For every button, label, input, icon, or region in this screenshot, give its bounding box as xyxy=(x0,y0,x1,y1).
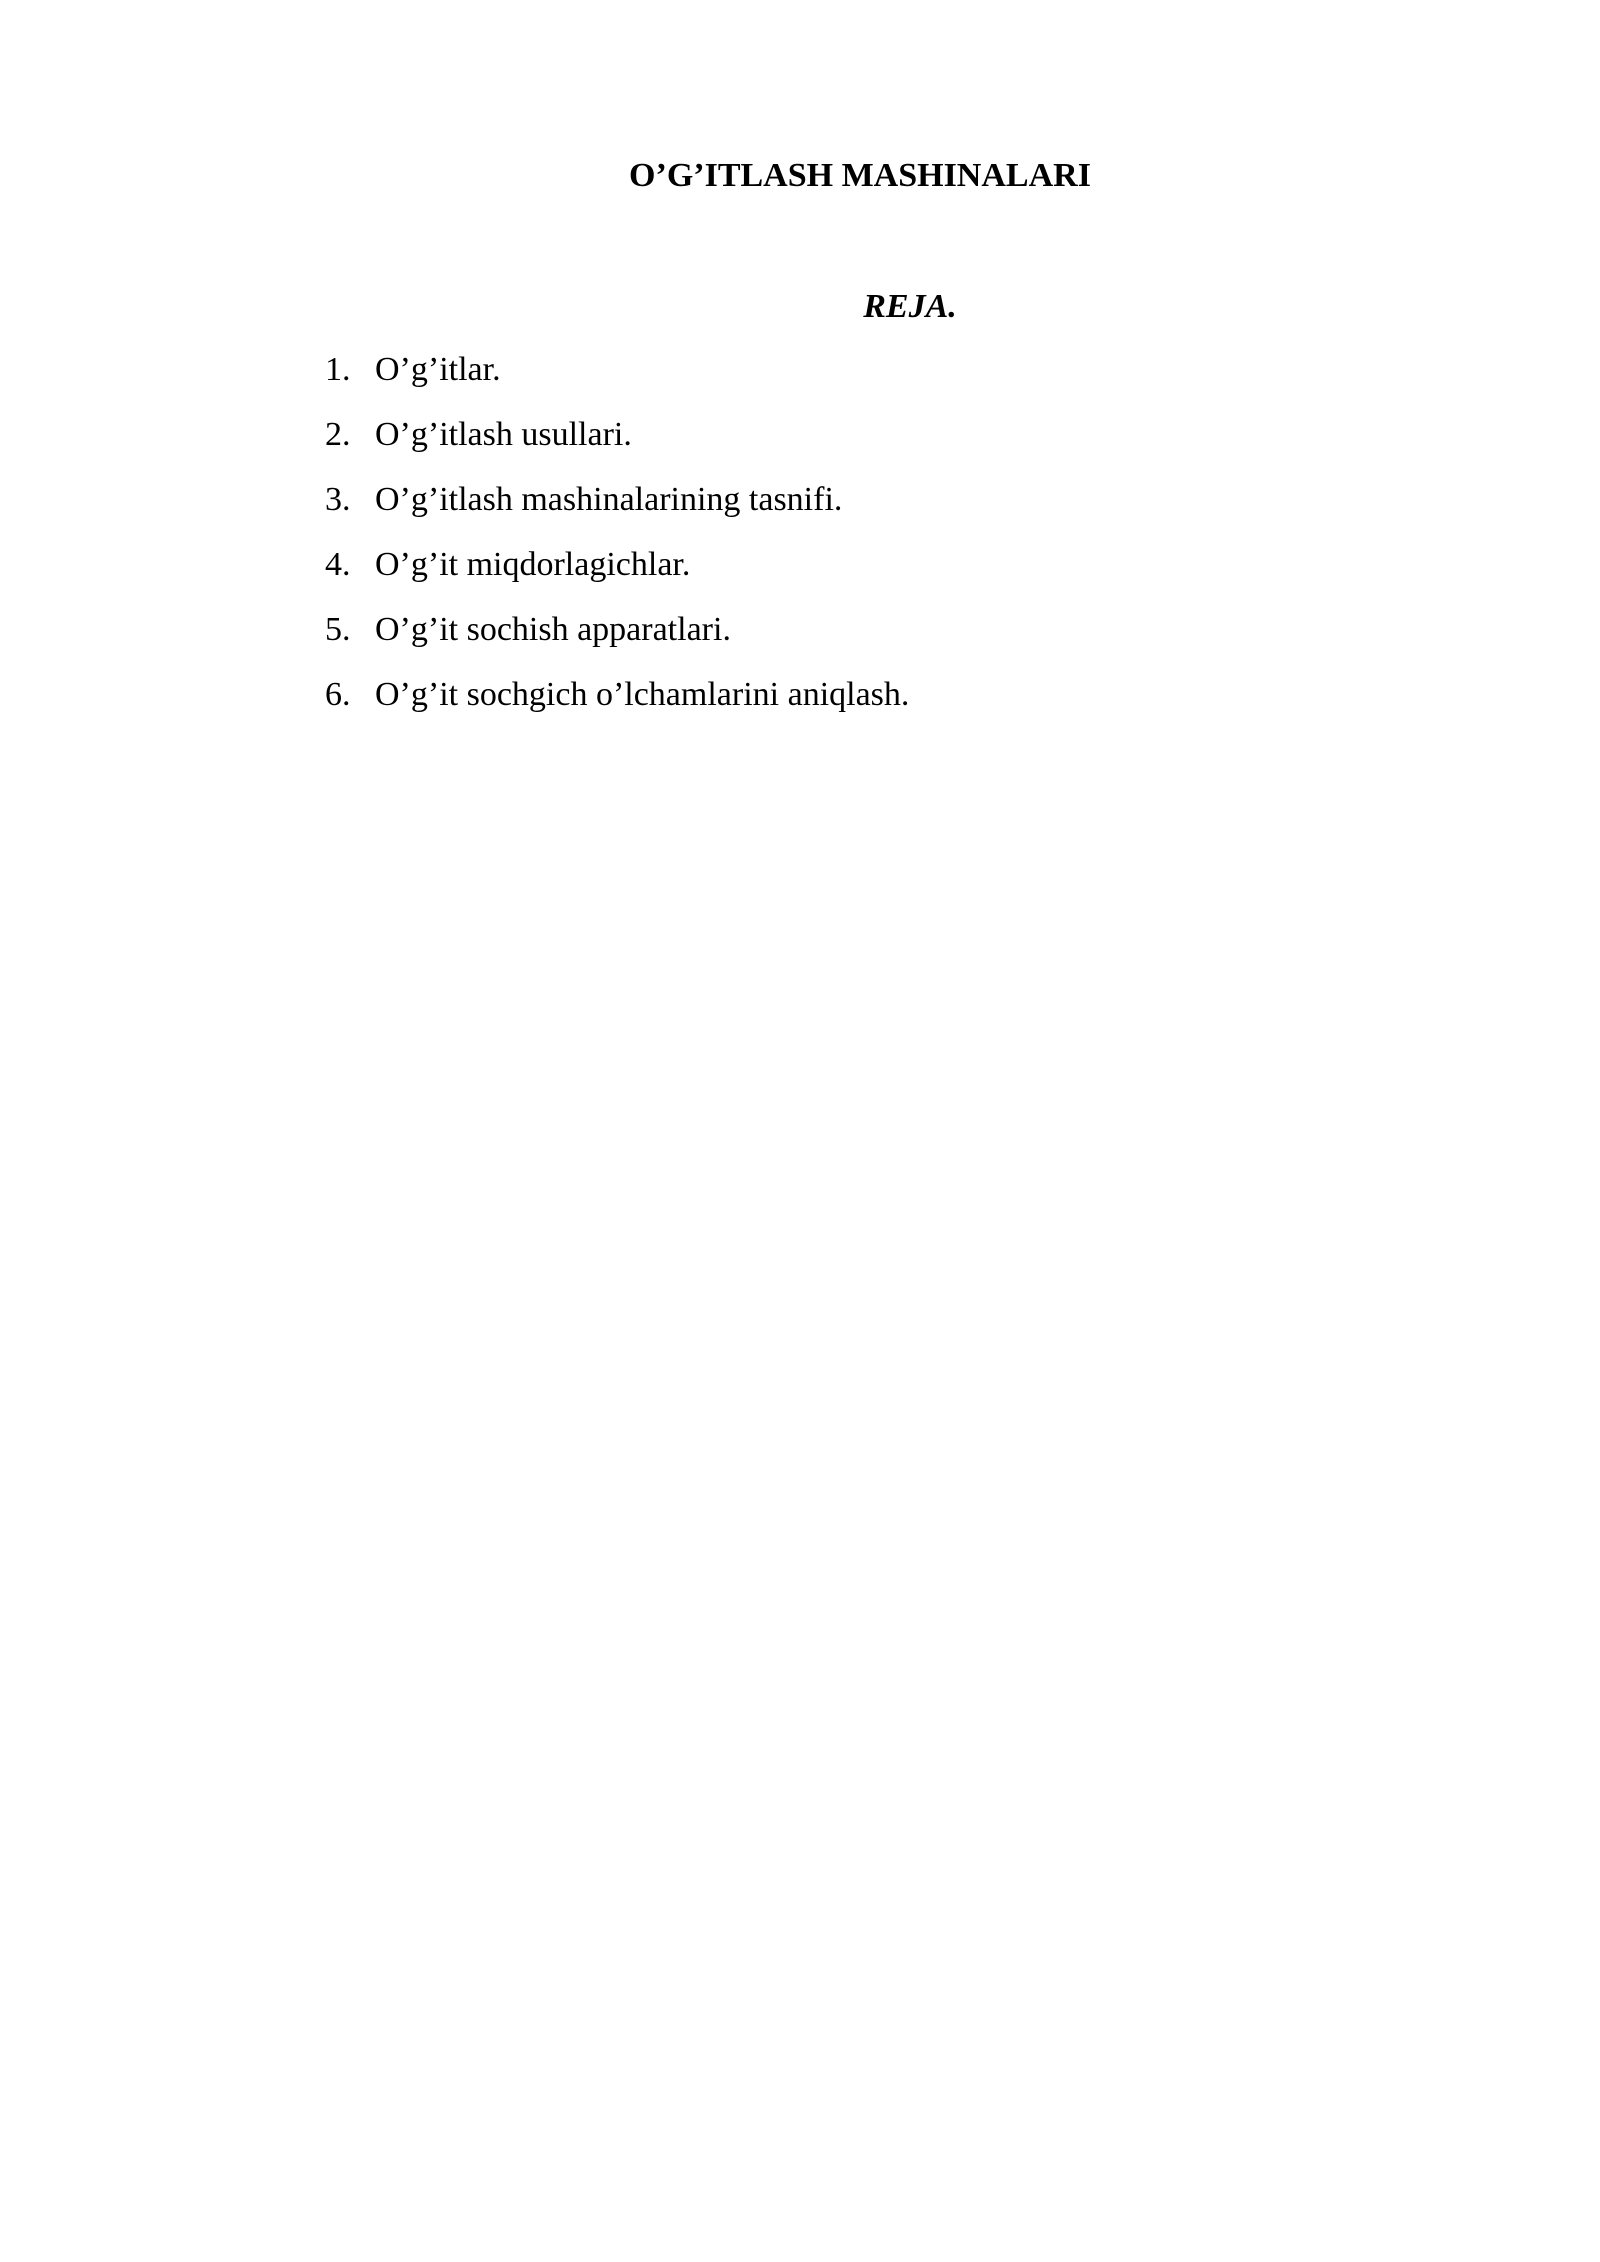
plan-item-number: 4. xyxy=(325,546,351,583)
plan-list xyxy=(325,346,909,736)
plan-item-number: 1. xyxy=(325,351,351,388)
plan-item-3 xyxy=(325,476,909,524)
plan-item-number: 5. xyxy=(325,611,351,648)
plan-item-text: O’g’itlar. xyxy=(375,351,501,388)
plan-item-number: 3. xyxy=(325,481,351,518)
plan-item-text: O’g’it miqdorlagichlar. xyxy=(375,546,691,583)
plan-item-2 xyxy=(325,411,909,459)
document-title: O’G’ITLASH MASHINALARI xyxy=(629,157,1091,194)
plan-item-number: 6. xyxy=(325,676,351,713)
plan-heading: REJA. xyxy=(863,288,957,325)
plan-item-text: O’g’it sochgich o’lchamlarini aniqlash. xyxy=(375,676,910,713)
plan-item-4 xyxy=(325,541,909,589)
plan-item-5 xyxy=(325,606,909,654)
plan-item-text: O’g’itlash mashinalarining tasnifi. xyxy=(375,481,843,518)
plan-item-text: O’g’itlash usullari. xyxy=(375,416,632,453)
plan-item-text: O’g’it sochish apparatlari. xyxy=(375,611,731,648)
plan-item-1 xyxy=(325,346,909,394)
plan-item-number: 2. xyxy=(325,416,351,453)
plan-item-6 xyxy=(325,671,909,719)
